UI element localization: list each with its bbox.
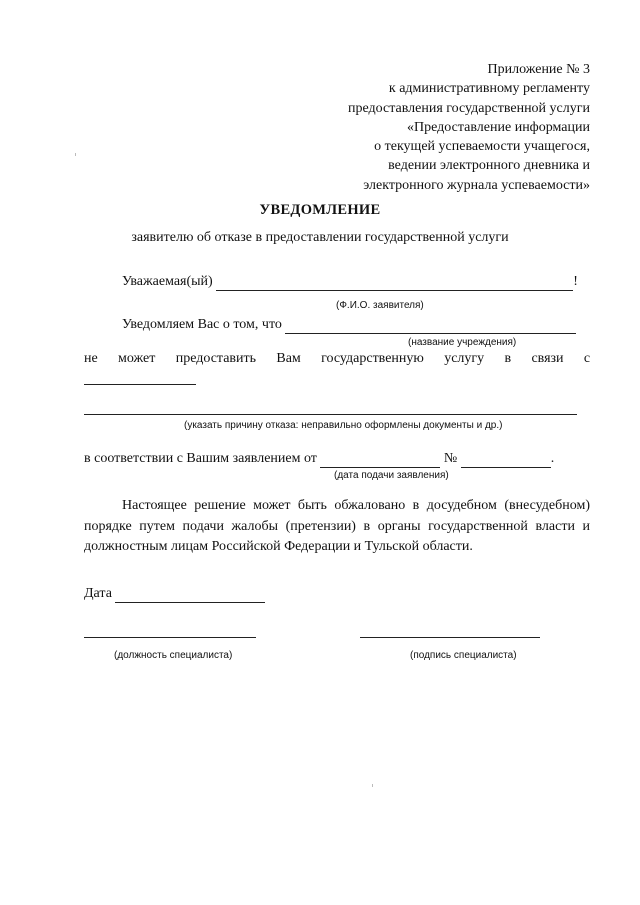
application-date-field[interactable] xyxy=(320,451,440,468)
position-field[interactable] xyxy=(84,637,256,638)
date-label: Дата xyxy=(84,586,112,601)
applicant-name-field[interactable] xyxy=(216,274,573,291)
text-word: государственную xyxy=(321,351,424,366)
application-number-field[interactable] xyxy=(461,451,551,468)
accordance-label: в соответствии с Вашим заявлением от xyxy=(84,451,317,466)
appendix-line: о текущей успеваемости учащегося, xyxy=(374,139,590,155)
appendix-header xyxy=(260,60,590,195)
institution-hint: (название учреждения) xyxy=(408,337,517,348)
scan-speck xyxy=(372,784,373,787)
signature-hint: (подпись специалиста) xyxy=(410,650,517,661)
notice-subtitle: заявителю об отказе в предоставлении государственной услуги xyxy=(131,230,509,245)
greeting-exclamation: ! xyxy=(573,274,578,289)
appendix-line: «Предоставление информации xyxy=(407,119,590,135)
appendix-line: Приложение № 3 xyxy=(487,62,590,77)
appendix-line: предоставления государственной услуги xyxy=(348,100,590,116)
fio-hint: (Ф.И.О. заявителя) xyxy=(336,300,424,311)
appendix-line: к административному регламенту xyxy=(388,81,590,97)
date-row xyxy=(84,586,265,603)
greeting-label: Уважаемая(ый) xyxy=(122,274,213,289)
greeting-row xyxy=(122,274,578,291)
appendix-line: электронного журнала успеваемости» xyxy=(363,177,590,193)
position-hint: (должность специалиста) xyxy=(114,650,233,661)
text-word: не xyxy=(84,351,98,366)
reason-hint: (указать причину отказа: неправильно оформлены документы и др.) xyxy=(184,420,503,431)
date-field[interactable] xyxy=(115,586,265,603)
notify-label: Уведомляем Вас о том, что xyxy=(122,317,282,332)
notify-row xyxy=(122,317,576,334)
text-word: в xyxy=(504,351,512,366)
reason-field[interactable] xyxy=(84,414,577,415)
text-word: Вам xyxy=(276,351,301,366)
appeal-paragraph: Настоящее решение может быть обжаловано в досудебном (внесудебном) порядке путем подачи жалобы (претензии) в органы государственной власти и должностным лицам Российской Федерации и Тульской области. xyxy=(84,498,590,555)
reason-field-short[interactable] xyxy=(84,384,196,385)
text-word: связи xyxy=(531,351,564,366)
appendix-line: ведении электронного дневника и xyxy=(388,158,590,174)
notice-title: УВЕДОМЛЕНИЕ xyxy=(259,202,381,218)
accordance-row xyxy=(84,451,554,468)
institution-name-field[interactable] xyxy=(285,317,576,334)
cannot-provide-row xyxy=(84,351,590,367)
number-sign: № xyxy=(443,451,458,466)
scan-speck xyxy=(75,153,76,156)
text-word: с xyxy=(583,351,591,366)
date-hint: (дата подачи заявления) xyxy=(334,470,449,481)
text-word: может xyxy=(118,351,156,366)
signature-field[interactable] xyxy=(360,637,540,638)
sentence-period: . xyxy=(550,451,555,466)
text-word: услугу xyxy=(444,351,485,366)
text-word: предоставить xyxy=(175,351,257,366)
